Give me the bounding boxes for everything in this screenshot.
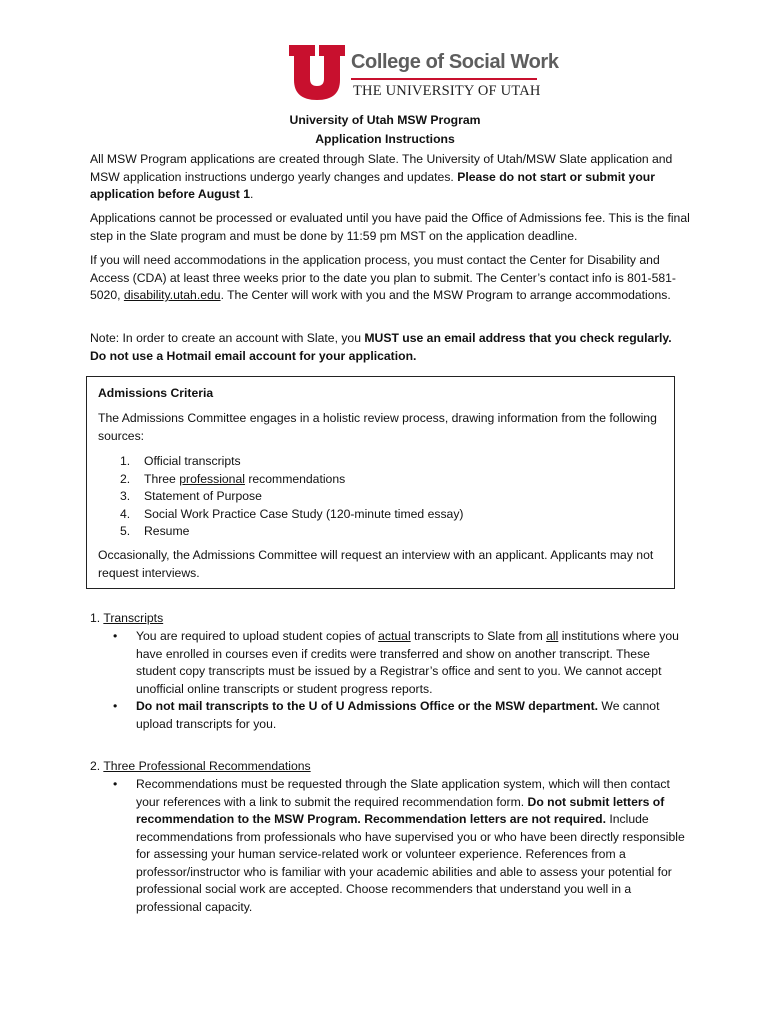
intro-paragraph: [90, 151, 690, 204]
list-item: [90, 628, 690, 698]
university-name: THE UNIVERSITY OF UTAH: [353, 83, 541, 99]
document-subtitle: Application Instructions: [315, 132, 455, 146]
bullet-icon: •: [113, 629, 118, 643]
criteria-item: [98, 488, 668, 506]
criteria-item-text: Resume: [144, 524, 190, 538]
transcripts-list: [90, 628, 690, 733]
transcripts-text: You are required to upload student copies of: [136, 629, 379, 643]
emphasis-actual: actual: [378, 629, 411, 643]
criteria-item: [98, 523, 668, 541]
email-note-text: Note: In order to create an account with Slate, you: [90, 331, 365, 345]
mail-warning-rest: We cannot upload transcripts for you.: [136, 699, 660, 731]
criteria-item-number: 2.: [120, 471, 131, 486]
recommendations-list: [90, 776, 690, 916]
mail-warning: Do not mail transcripts to the U of U Admissions Office or the MSW department.: [136, 699, 599, 713]
bullet-icon: •: [113, 777, 118, 791]
criteria-outro: Occasionally, the Admissions Committee will request an interview with an applicant. Applicants may not request interviews.: [98, 548, 654, 580]
criteria-item: [98, 453, 668, 471]
accommodations-paragraph: [90, 252, 690, 305]
disability-link[interactable]: disability.utah.edu: [123, 288, 221, 302]
recommendations-text-2: Include recommendations from professionals who have supervised you or who have been directly responsible for assessing your human service-related work or volunteer experience. References from a professor/instructor who is familiar with your academic abilities and able to assess your potential for professional social work are accepted. Choose recommenders that understand you well in a professional capacity.: [136, 812, 685, 914]
email-note-paragraph: [90, 330, 690, 365]
email-note-warning: MUST use an email address that you check regularly. Do not use a Hotmail email account for your application.: [90, 331, 672, 363]
criteria-item-text: Official transcripts: [144, 454, 241, 468]
criteria-item: [98, 506, 668, 524]
document-title: University of Utah MSW Program: [289, 113, 481, 127]
transcripts-number: 1.: [90, 611, 104, 625]
transcripts-title: Transcripts: [103, 611, 164, 625]
criteria-item-text: Three: [144, 471, 180, 486]
accommodations-text: If you will need accommodations in the application process, you must contact the Center for Disability and Access (CDA) at least three weeks prior to the date you plan to submit. The Center’s contact info is 801-581-5020,: [90, 253, 676, 302]
list-item: [90, 776, 690, 916]
recommendations-warning: Do not submit letters of recommendation to the MSW Program. Recommendation letters are not required.: [136, 794, 665, 826]
criteria-heading: Admissions Criteria: [98, 386, 214, 400]
criteria-item-text: Social Work Practice Case Study (120-minute timed essay): [144, 506, 464, 521]
block-u-logo-icon: [287, 43, 347, 103]
criteria-item-text-end: recommendations: [244, 471, 346, 486]
university-logo: [287, 43, 559, 103]
criteria-item-emphasis: professional: [179, 471, 245, 486]
criteria-item-number: 4.: [120, 506, 131, 521]
recommendations-heading: [90, 758, 311, 776]
criteria-list: [98, 453, 668, 541]
transcripts-text-2: transcripts to Slate from: [410, 629, 547, 643]
transcripts-text-3: institutions where you have enrolled in courses even if credits were transferred and show on another transcript. These student copy transcripts must be issued by a Registrar’s office and sent to you. We cannot accept unofficial online transcripts or student progress reports.: [136, 629, 679, 696]
intro-warning: Please do not start or submit your application before August 1: [90, 169, 655, 201]
recommendations-text: Recommendations must be requested through the Slate application system, which will then contact your references with a link to submit the required recommendation form.: [136, 777, 670, 809]
criteria-item: [98, 471, 668, 489]
criteria-item-number: 1.: [120, 454, 131, 468]
criteria-intro: The Admissions Committee engages in a holistic review process, drawing information from the following sources:: [98, 411, 657, 443]
fee-paragraph: Applications cannot be processed or evaluated until you have paid the Office of Admissions fee. This is the final step in the Slate program and must be done by 11:59 pm MST on the application deadline.: [90, 211, 690, 243]
recommendations-title: Three Professional Recommendations: [103, 759, 311, 773]
criteria-item-number: 3.: [120, 489, 131, 503]
logo-divider: [351, 78, 537, 80]
intro-end: .: [250, 187, 254, 201]
admissions-criteria-box: [86, 376, 675, 589]
college-name: College of Social Work: [351, 51, 559, 73]
criteria-item-number: 5.: [120, 524, 131, 538]
accommodations-text-end: . The Center will work with you and the MSW Program to arrange accommodations.: [220, 288, 671, 302]
bullet-icon: •: [113, 699, 118, 713]
recommendations-number: 2.: [90, 759, 104, 773]
criteria-item-text: Statement of Purpose: [144, 489, 262, 503]
emphasis-all: all: [546, 629, 559, 643]
intro-text: All MSW Program applications are created through Slate. The University of Utah/MSW Slate application and MSW application instructions undergo yearly changes and updates.: [90, 152, 673, 184]
list-item: [90, 698, 690, 733]
transcripts-heading: [90, 610, 163, 628]
